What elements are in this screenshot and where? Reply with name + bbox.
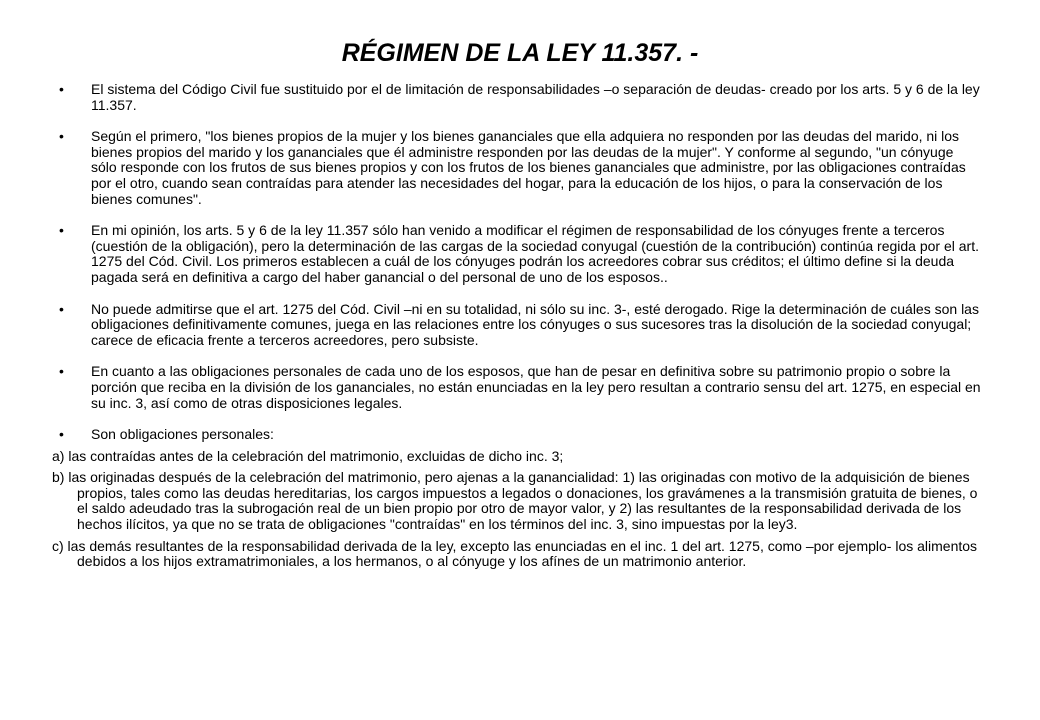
bullet-text: Según el primero, "los bienes propios de la mujer y los bienes gananciales que ella adquiera no responden por las deudas del marido, ni los bienes propios del marido y los gananciales que él administre responden por las deudas de la mujer". Y conforme al segundo, "un cónyuge sólo responde con los frutos de sus bienes propios y con los frutos de los bienes gananciales que administre, por las obligaciones contraídas por el otro, cuando sean contraídas para atender las necesidades del hogar, para la educación de los hijos, o para la conservación de los bienes comunes".: [91, 128, 966, 207]
list-item-a: a) las contraídas antes de la celebración del matrimonio, excluidas de dicho inc. 3;: [52, 447, 564, 464]
bullet-icon: •: [59, 426, 64, 443]
bullet-icon: •: [59, 300, 64, 317]
bullet-item: [52, 427, 982, 443]
bullet-text: En cuanto a las obligaciones personales de cada uno de los esposos, que han de pesar en definitiva sobre su patrimonio propio o sobre la porción que reciba en la división de los gananciales, no están enunciadas en la ley pero resultan a contrario sensu del art. 1275, en especial en su inc. 3, así como de otras disposiciones legales.: [91, 363, 981, 411]
bullet-item: [52, 129, 982, 207]
bullet-text: En mi opinión, los arts. 5 y 6 de la ley 11.357 sólo han venido a modificar el régimen de responsabilidad de los cónyuges frente a terceros (cuestión de la obligación), pero la determinación de las cargas de la sociedad conyugal (cuestión de la contribución) continúa regida por el art. 1275 del Cód. Civil. Los primeros establecen a cuál de los cónyuges podrán los acreedores cobrar sus créditos; el último define si la deuda pagada será en definitiva a cargo del haber ganancial o del personal de uno de los esposos..: [91, 222, 979, 285]
bullet-icon: •: [59, 81, 64, 97]
bullet-icon: •: [59, 128, 64, 145]
bullet-list: [52, 82, 982, 443]
list-item-b: b) las originadas después de la celebración del matrimonio, pero ajenas a la ganancialidad: 1) las originadas con motivo de la adquisición de bienes propios, tales como las deudas hereditarias, los cargos impuestos a legados o donaciones, los gravámenes a la transmisión gratuita de bienes, o el saldo adeudado tras la subrogación real de un bien propio por otro de mayor valor, y 2) las resultantes de la responsabilidad derivada de los hechos ilícitos, ya que no se trata de obligaciones "contraídas" en los términos del inc. 3, sino impuestas por la ley3.: [52, 469, 978, 533]
slide-content: [52, 82, 982, 576]
bullet-item: [52, 82, 982, 113]
bullet-text: Son obligaciones personales:: [91, 426, 274, 443]
bullet-icon: •: [59, 363, 64, 380]
bullet-item: [52, 223, 982, 285]
slide-title: RÉGIMEN DE LA LEY 11.357. -: [341, 39, 699, 67]
bullet-text: No puede admitirse que el art. 1275 del Cód. Civil –ni en su totalidad, ni sólo su inc. 3-, esté derogado. Rige la determinación de cuáles son las obligaciones definitivamente comunes, juega en las relaciones entre los cónyuges o sus sucesores tras la disolución de la sociedad conyugal; carece de eficacia frente a terceros acreedores, pero subsiste.: [91, 300, 979, 348]
bullet-icon: •: [59, 222, 64, 239]
bullet-text: El sistema del Código Civil fue sustituido por el de limitación de responsabilidades –o separación de deudas- creado por los arts. 5 y 6 de la ley 11.357.: [91, 81, 980, 113]
bullet-item: [52, 364, 982, 411]
list-item-c: c) las demás resultantes de la responsabilidad derivada de la ley, excepto las enunciadas en el inc. 1 del art. 1275, como –por ejemplo- los alimentos debidos a los hijos extramatrimoniales, a los hermanos, o al cónyuge y los afínes de un matrimonio anterior.: [52, 537, 978, 570]
bullet-item: [52, 302, 982, 349]
